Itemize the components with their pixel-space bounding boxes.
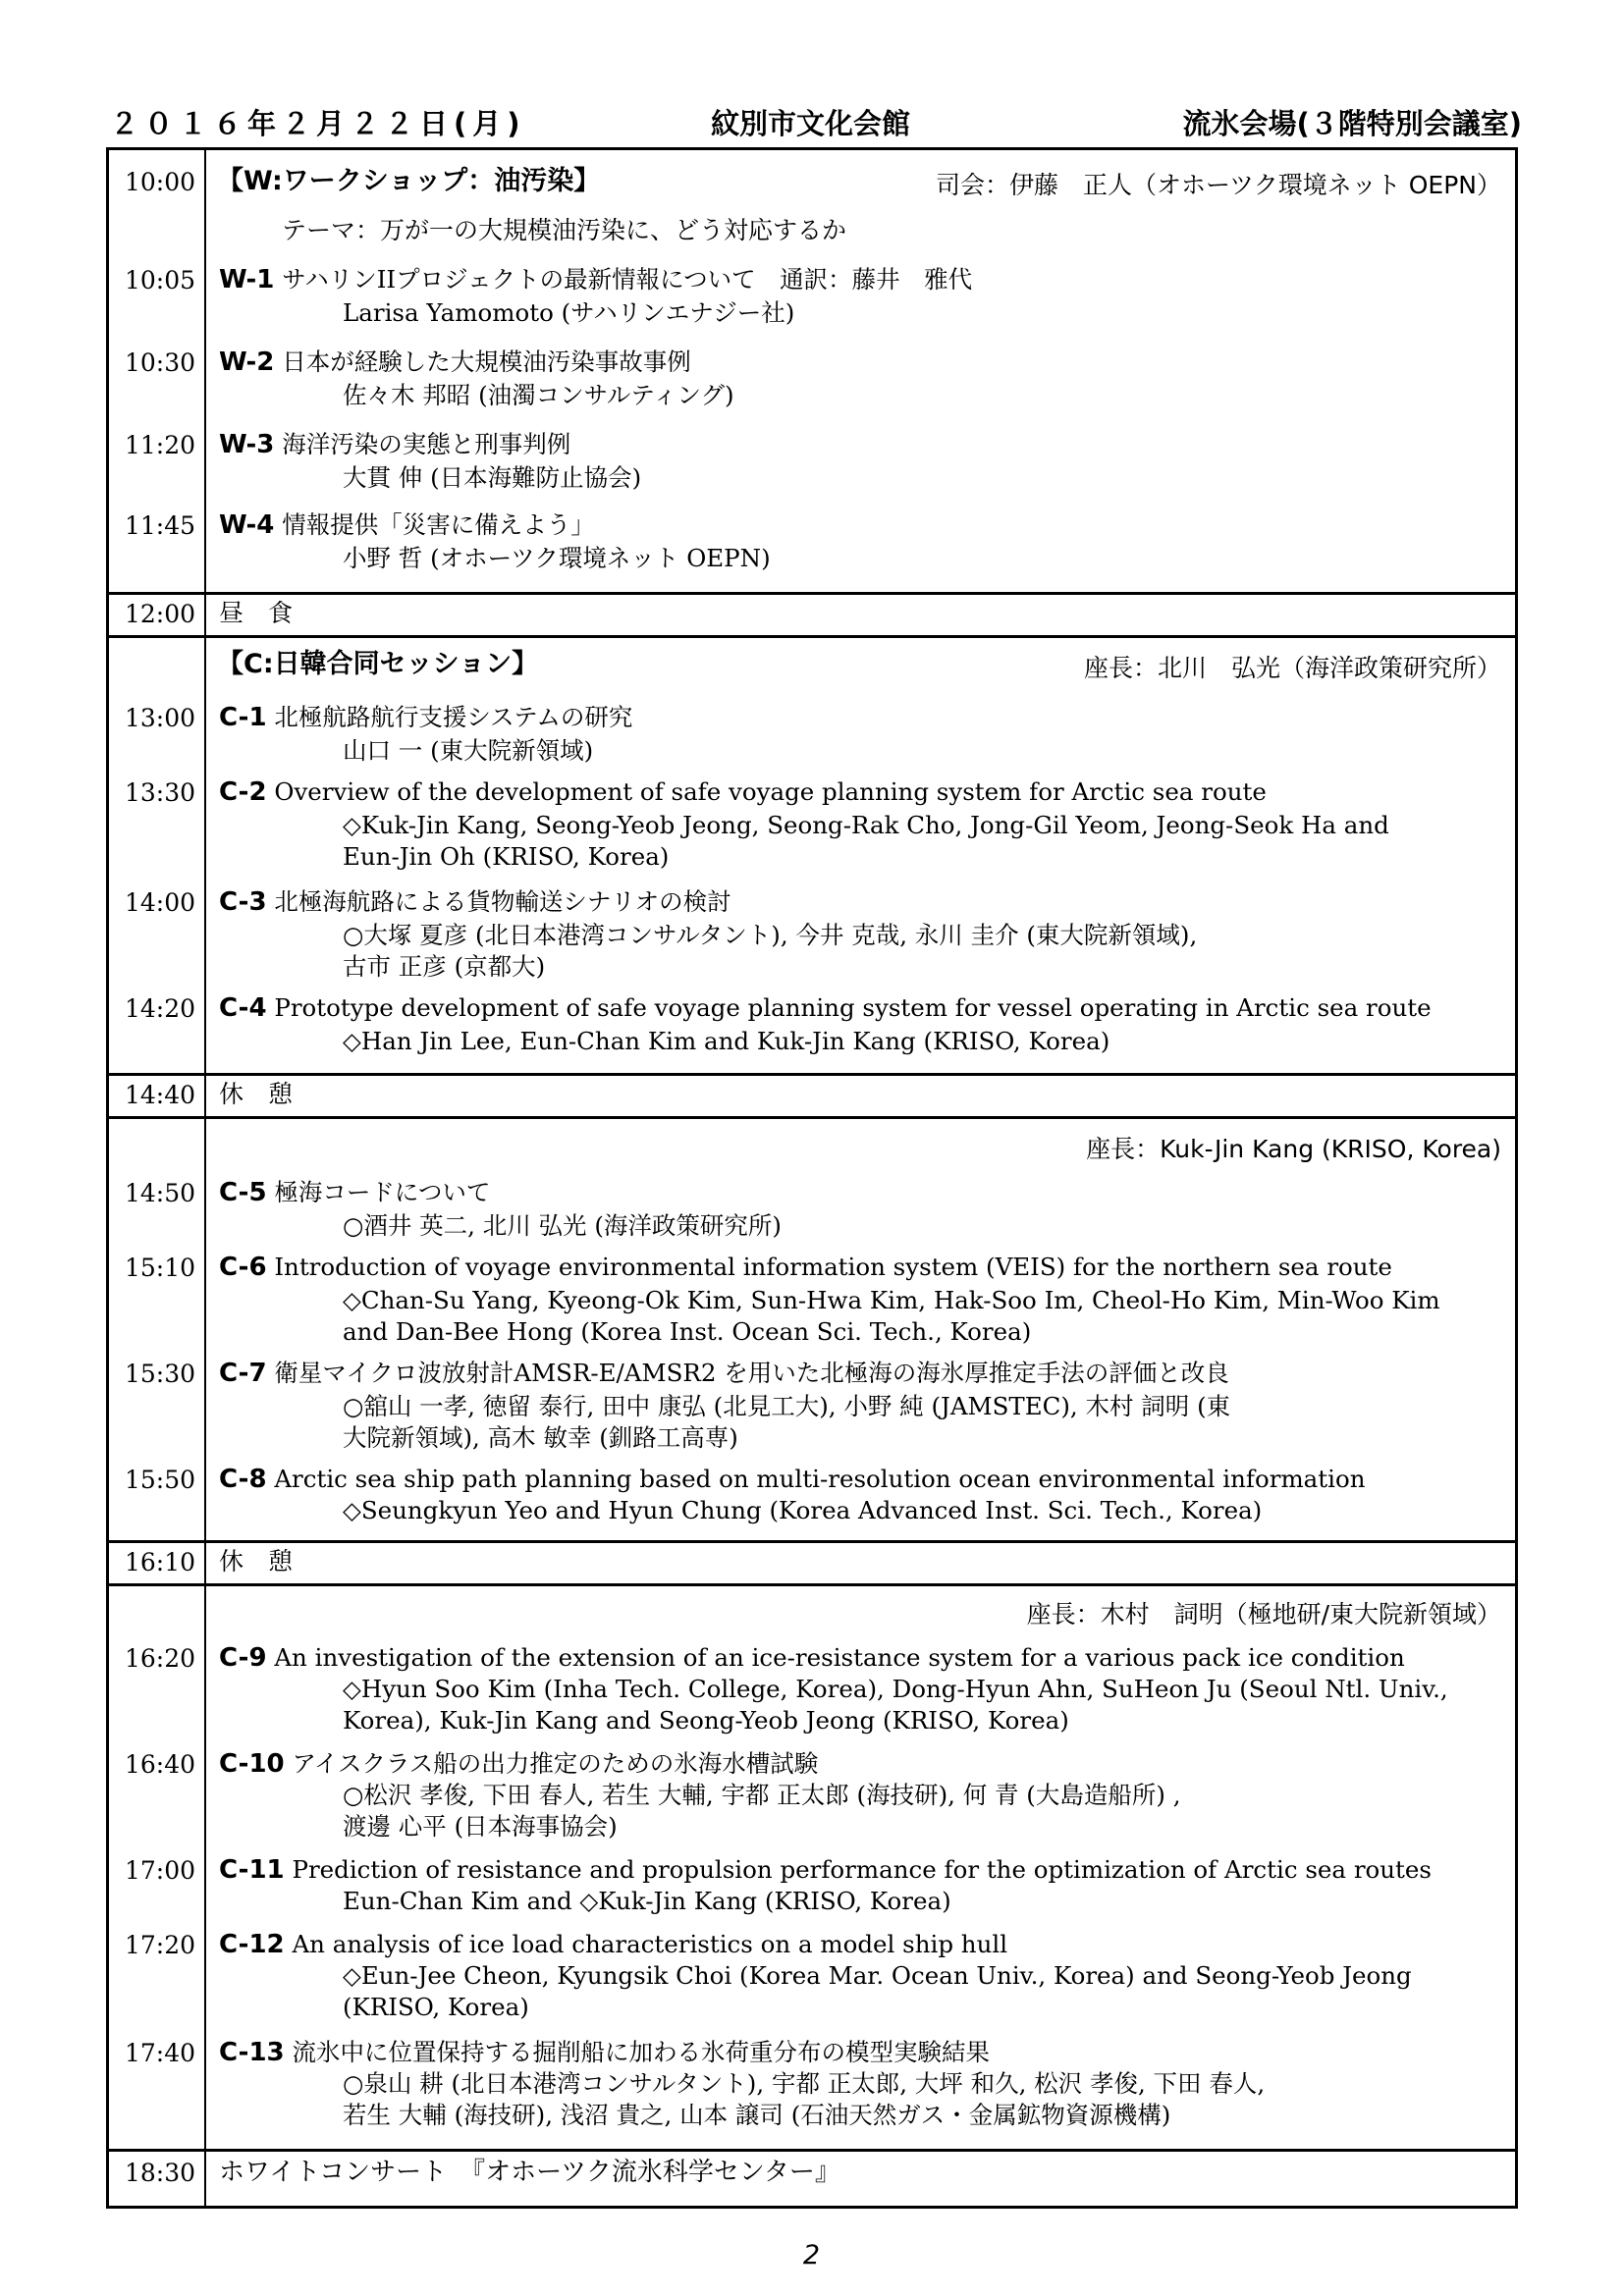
talk-code: W-2 — [219, 347, 275, 377]
talk-title: Prediction of resistance and propulsion performance for the optimization of Arctic sea routes — [292, 1855, 1432, 1884]
schedule-table — [106, 147, 1518, 2209]
time-cell: 18:30 — [124, 2159, 196, 2187]
break-label: 休 憩 — [219, 1080, 294, 1108]
talk-title-line — [219, 1929, 1007, 1960]
talk-title: 情報提供「災害に備えよう」 — [282, 510, 595, 539]
talk-title-line — [219, 1748, 818, 1780]
talk-title-line — [219, 776, 1267, 808]
talk-authors: and Dan-Bee Hong (Korea Inst. Ocean Sci. Tech., Korea) — [343, 1317, 1032, 1346]
session-chair: 座長：木村 詞明（極地研/東大院新領域） — [1026, 1600, 1501, 1629]
talk-title-line — [219, 509, 595, 541]
row-divider — [109, 1073, 1515, 1076]
talk-title: サハリンIIプロジェクトの最新情報について 通訳：藤井 雅代 — [282, 265, 973, 294]
talk-authors: 若生 大輔 (海技研), 浅沼 貴之, 山本 譲司 (石油天然ガス・金属鉱物資源機構) — [343, 2101, 1171, 2129]
row-divider — [109, 1116, 1515, 1119]
talk-code: C-7 — [219, 1359, 267, 1388]
talk-authors: 小野 哲 (オホーツク環境ネット OEPN) — [343, 544, 771, 572]
talk-title: 日本が経験した大規模油汚染事故事例 — [282, 347, 691, 376]
time-cell: 10:05 — [124, 266, 196, 294]
talk-title-line — [219, 886, 731, 918]
session-title: 【W:ワークショップ：油汚染】 — [217, 166, 601, 196]
talk-title-line — [219, 347, 691, 378]
talk-authors: ◇Kuk-Jin Kang, Seong-Yeob Jeong, Seong-Rak Cho, Jong-Gil Yeom, Jeong-Seok Ha and — [343, 811, 1389, 839]
talk-authors: ◇Hyun Soo Kim (Inha Tech. College, Korea), Dong-Hyun Ahn, SuHeon Ju (Seoul Ntl. Univ., — [343, 1675, 1448, 1703]
time-cell: 14:00 — [124, 888, 196, 917]
talk-title: 極海コードについて — [274, 1178, 491, 1206]
talk-title: Prototype development of safe voyage planning system for vessel operating in Arctic sea route — [274, 993, 1432, 1022]
talk-authors: Eun-Jin Oh (KRISO, Korea) — [343, 842, 670, 871]
talk-code: W-4 — [219, 510, 275, 540]
talk-authors: 古市 正彦 (京都大) — [343, 952, 546, 981]
talk-title: 海洋汚染の実態と刑事判例 — [282, 430, 571, 458]
talk-authors: 渡邊 心平 (日本海事協会) — [343, 1812, 618, 1841]
talk-title: 衛星マイクロ波放射計AMSR-E/AMSR2 を用いた北極海の海氷厚推定手法の評価と改良 — [274, 1359, 1229, 1387]
row-divider — [109, 1540, 1515, 1543]
session-chair: 座長：Kuk-Jin Kang (KRISO, Korea) — [1086, 1135, 1501, 1163]
talk-code: C-5 — [219, 1178, 267, 1207]
session-theme: テーマ：万が一の大規模油汚染に、どう対応するか — [282, 216, 847, 244]
talk-code: C-13 — [219, 2038, 285, 2067]
talk-authors: ◇Han Jin Lee, Eun-Chan Kim and Kuk-Jin Kang (KRISO, Korea) — [343, 1027, 1110, 1055]
session-title: 【C:日韓合同セッション】 — [217, 649, 539, 679]
time-cell: 17:00 — [124, 1856, 196, 1885]
talk-code: C-10 — [219, 1749, 285, 1779]
talk-title: 北極海航路による貨物輸送シナリオの検討 — [274, 887, 731, 916]
talk-authors: ○舘山 一孝, 徳留 泰行, 田中 康弘 (北見工大), 小野 純 (JAMSTEC), 木村 詞明 (東 — [343, 1392, 1231, 1420]
talk-code: C-3 — [219, 887, 267, 917]
talk-code: W-3 — [219, 430, 275, 459]
talk-authors: (KRISO, Korea) — [343, 1993, 529, 2021]
talk-title-line — [219, 1252, 1392, 1283]
talk-code: C-9 — [219, 1643, 267, 1673]
talk-title-line — [219, 429, 570, 460]
event-venue: 紋別市文化会館 — [711, 107, 911, 140]
talk-title: 流氷中に位置保持する掘削船に加わる氷荷重分布の模型実験結果 — [292, 2038, 990, 2066]
talk-code: W-1 — [219, 265, 275, 294]
time-cell: 13:00 — [124, 704, 196, 732]
time-cell: 15:50 — [124, 1466, 196, 1494]
time-cell: 11:45 — [124, 511, 196, 540]
talk-title-line — [219, 1642, 1405, 1674]
talk-title-line — [219, 1854, 1432, 1886]
time-cell: 17:20 — [124, 1931, 196, 1959]
session-chair: 司会：伊藤 正人（オホーツク環境ネット OEPN） — [936, 171, 1501, 199]
talk-code: C-11 — [219, 1855, 285, 1885]
talk-title-line — [219, 1358, 1229, 1389]
time-cell: 11:20 — [124, 431, 196, 459]
event-hall: 流氷会場(３階特別会議室) — [1182, 107, 1522, 140]
talk-code: C-8 — [219, 1465, 267, 1494]
page-number: 2 — [802, 2240, 821, 2270]
talk-authors: 山口 一 (東大院新領域) — [343, 736, 594, 765]
time-cell: 16:20 — [124, 1644, 196, 1673]
talk-authors: ○泉山 耕 (北日本港湾コンサルタント), 宇都 正太郎, 大坪 和久, 松沢 孝俊, 下田 春人, — [343, 2069, 1266, 2098]
time-cell: 17:40 — [124, 2039, 196, 2067]
talk-authors: Larisa Yamomoto (サハリンエナジー社) — [343, 298, 795, 327]
talk-title: An investigation of the extension of an ice-resistance system for a various pack ice condition — [274, 1643, 1405, 1672]
talk-title-line — [219, 992, 1432, 1024]
talk-authors: ○酒井 英二, 北川 弘光 (海洋政策研究所) — [343, 1211, 782, 1240]
talk-title: アイスクラス船の出力推定のための氷海水槽試験 — [292, 1749, 819, 1778]
time-cell: 14:50 — [124, 1179, 196, 1207]
time-cell: 13:30 — [124, 778, 196, 807]
talk-authors: Eun-Chan Kim and ◇Kuk-Jin Kang (KRISO, Korea) — [343, 1887, 951, 1915]
lunch-label: 昼 食 — [219, 599, 294, 627]
time-cell: 15:10 — [124, 1254, 196, 1282]
talk-title-line — [219, 264, 972, 295]
talk-authors: Korea), Kuk-Jin Kang and Seong-Yeob Jeong (KRISO, Korea) — [343, 1706, 1069, 1735]
time-column-divider — [204, 150, 206, 2206]
talk-authors: ◇Seungkyun Yeo and Hyun Chung (Korea Advanced Inst. Sci. Tech., Korea) — [343, 1496, 1263, 1524]
time-cell: 12:00 — [124, 600, 196, 628]
row-divider — [109, 635, 1515, 638]
row-divider — [109, 592, 1515, 595]
talk-authors: ○松沢 孝俊, 下田 春人, 若生 大輔, 宇都 正太郎 (海技研), 何 青 (大島造船所) , — [343, 1781, 1181, 1809]
page-header — [110, 102, 1522, 141]
talk-code: C-12 — [219, 1930, 285, 1959]
talk-authors: ◇Eun-Jee Cheon, Kyungsik Choi (Korea Mar. Ocean Univ., Korea) and Seong-Yeob Jeong — [343, 1961, 1412, 1990]
session-chair: 座長：北川 弘光（海洋政策研究所） — [1083, 654, 1501, 682]
talk-code: C-2 — [219, 777, 267, 807]
talk-code: C-4 — [219, 993, 267, 1023]
talk-code: C-6 — [219, 1253, 267, 1282]
time-cell: 14:20 — [124, 994, 196, 1023]
talk-title-line — [219, 2037, 990, 2068]
talk-title-line — [219, 1464, 1366, 1495]
row-divider — [109, 2149, 1515, 2152]
time-cell: 16:10 — [124, 1548, 196, 1576]
talk-title: 北極航路航行支援システムの研究 — [274, 703, 633, 731]
talk-authors: 大院新領域), 高木 敏幸 (釧路工高専) — [343, 1423, 738, 1452]
talk-title: Arctic sea ship path planning based on multi-resolution ocean environmental information — [274, 1465, 1366, 1493]
talk-code: C-1 — [219, 703, 267, 732]
time-cell: 10:00 — [124, 168, 196, 196]
talk-title-line — [219, 702, 632, 733]
talk-title: Overview of the development of safe voyage planning system for Arctic sea route — [274, 777, 1267, 806]
talk-authors: ○大塚 夏彦 (北日本港湾コンサルタント), 今井 克哉, 永川 圭介 (東大院新領域), — [343, 921, 1198, 949]
row-divider — [109, 1583, 1515, 1586]
talk-authors: ◇Chan-Su Yang, Kyeong-Ok Kim, Sun-Hwa Kim, Hak-Soo Im, Cheol-Ho Kim, Min-Woo Kim — [343, 1286, 1440, 1314]
talk-title-line — [219, 1177, 490, 1208]
break-label: 休 憩 — [219, 1547, 294, 1575]
event-date: ２０１６年２月２２日(月) — [110, 107, 526, 140]
concert-label: ホワイトコンサート 『オホーツク流氷科学センター』 — [219, 2158, 840, 2187]
talk-authors: 佐々木 邦昭 (油濁コンサルティング) — [343, 381, 734, 409]
talk-title: Introduction of voyage environmental information system (VEIS) for the northern sea route — [274, 1253, 1392, 1281]
time-cell: 15:30 — [124, 1360, 196, 1388]
time-cell: 16:40 — [124, 1750, 196, 1779]
talk-title: An analysis of ice load characteristics on a model ship hull — [292, 1930, 1008, 1958]
time-cell: 10:30 — [124, 348, 196, 377]
talk-authors: 大貫 伸 (日本海難防止協会) — [343, 463, 642, 492]
time-cell: 14:40 — [124, 1081, 196, 1109]
